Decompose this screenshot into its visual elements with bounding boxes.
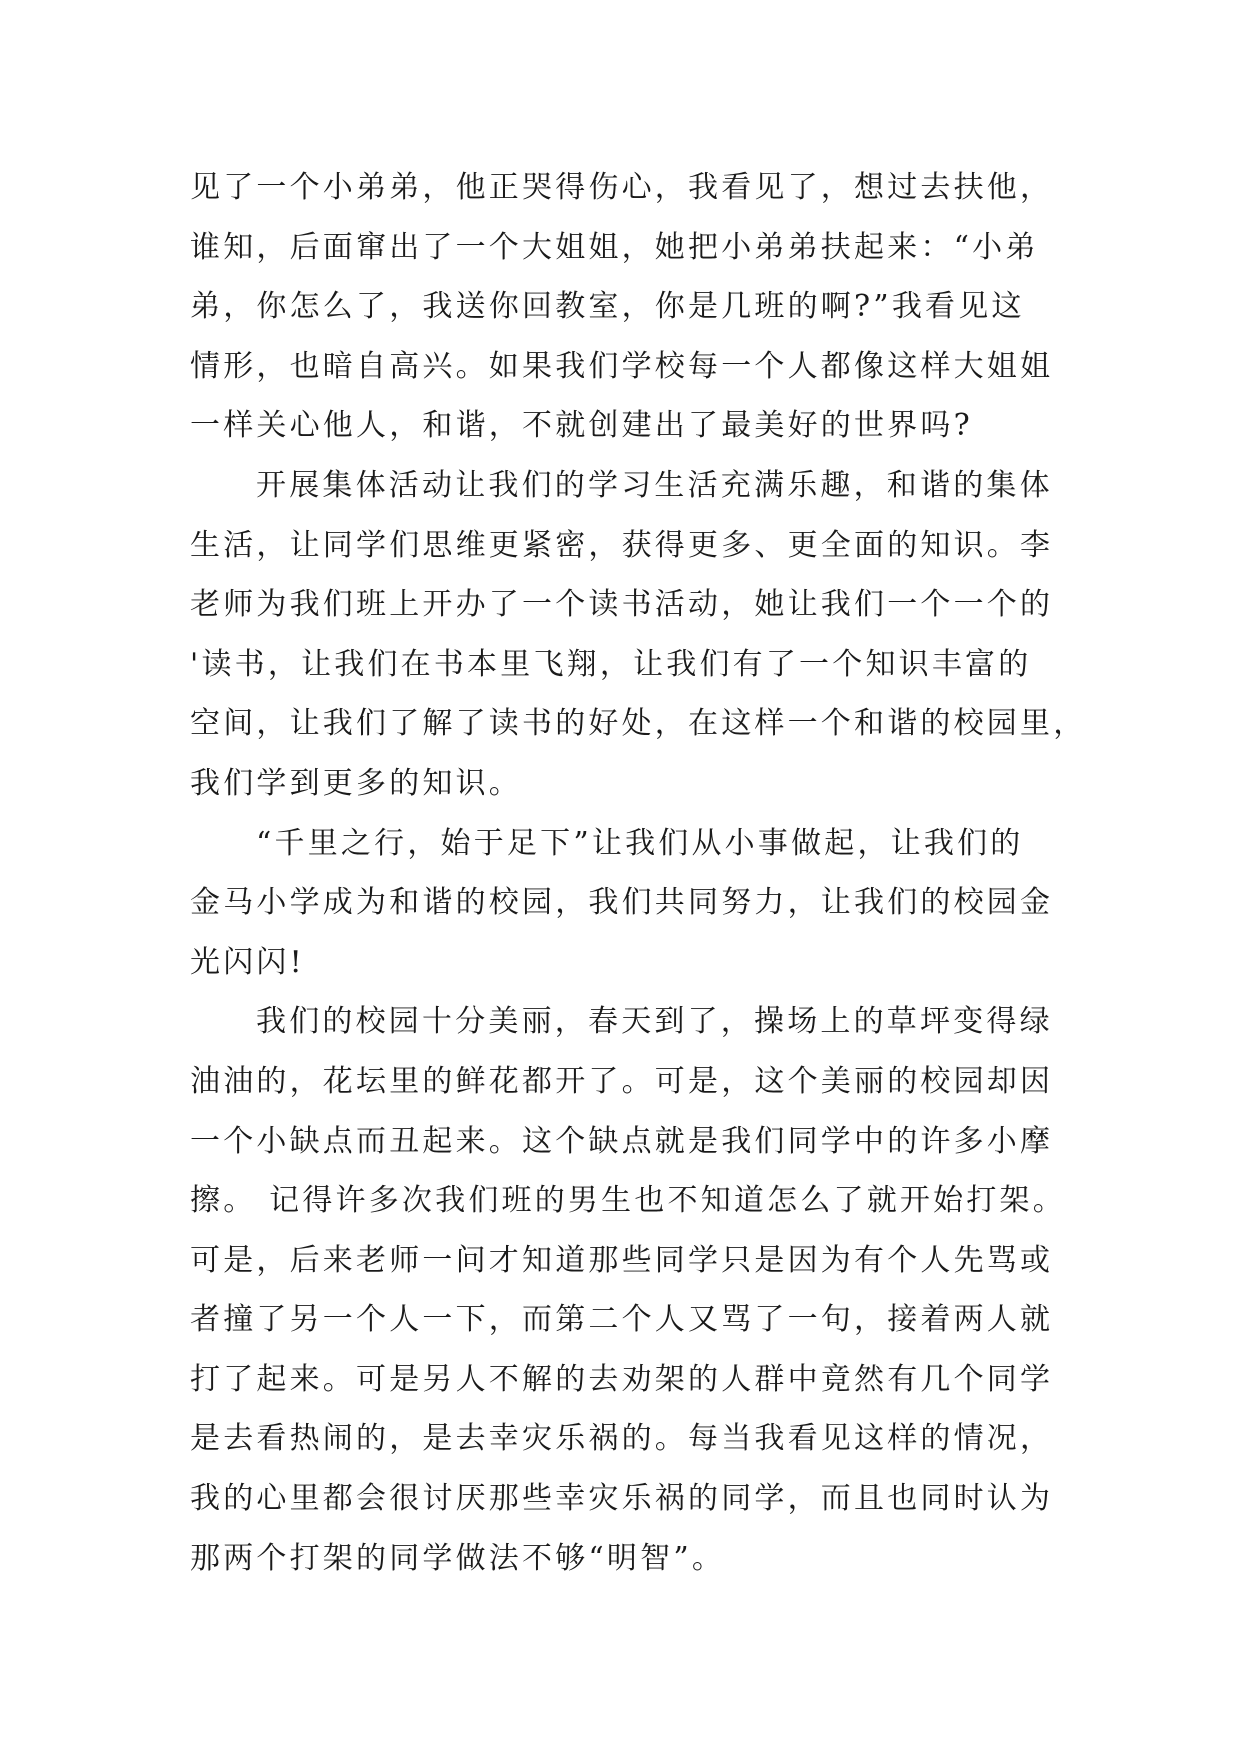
text-line: 我的心里都会很讨厌那些幸灾乐祸的同学，而且也同时认为 <box>190 1481 1054 1517</box>
text-line: 是去看热闹的，是去幸灾乐祸的。每当我看见这样的情况， <box>190 1421 1054 1457</box>
text-line: 打了起来。可是另人不解的去劝架的人群中竟然有几个同学 <box>190 1361 1054 1397</box>
paragraph-first-line: 开展集体活动让我们的学习生活充满乐趣，和谐的集体 <box>256 467 1053 503</box>
text-line: 老师为我们班上开办了一个读书活动，她让我们一个一个的 <box>190 587 1054 623</box>
text-line: 光闪闪! <box>190 944 305 980</box>
text-line: 见了一个小弟弟，他正哭得伤心，我看见了，想过去扶他， <box>190 170 1054 205</box>
text-line: 情形，也暗自高兴。如果我们学校每一个人都像这样大姐姐 <box>190 348 1054 384</box>
text-line: 那两个打架的同学做法不够“明智”。 <box>190 1540 726 1576</box>
text-line: 油油的，花坛里的鲜花都开了。可是，这个美丽的校园却因 <box>190 1063 1054 1099</box>
text-line: 生活，让同学们思维更紧密，获得更多、更全面的知识。李 <box>190 527 1054 563</box>
text-line: 擦。 记得许多次我们班的男生也不知道怎么了就开始打架。 <box>190 1183 1066 1219</box>
text-line: 金马小学成为和谐的校园，我们共同努力，让我们的校园金 <box>190 885 1054 921</box>
text-line: 我们学到更多的知识。 <box>190 765 522 801</box>
paragraph-first-line: 我们的校园十分美丽，春天到了，操场上的草坪变得绿 <box>256 1004 1053 1040</box>
text-line: 一样关心他人，和谐，不就创建出了最美好的世界吗? <box>190 408 973 444</box>
text-line: 谁知，后面窜出了一个大姐姐，她把小弟弟扶起来：“小弟 <box>190 229 1039 265</box>
paragraph-first-line: “千里之行，始于足下”让我们从小事做起，让我们的 <box>256 825 1024 861</box>
text-line: 者撞了另一个人一下，而第二个人又骂了一句，接着两人就 <box>190 1302 1054 1338</box>
document-body <box>190 158 1087 1588</box>
text-line: 弟，你怎么了，我送你回教室，你是几班的啊?”我看见这 <box>190 289 1025 325</box>
text-line: 空间，让我们了解了读书的好处，在这样一个和谐的校园里， <box>190 706 1087 742</box>
text-line: '读书，让我们在书本里飞翔，让我们有了一个知识丰富的 <box>190 646 1032 682</box>
text-line: 一个小缺点而丑起来。这个缺点就是我们同学中的许多小摩 <box>190 1123 1054 1159</box>
text-line: 可是，后来老师一问才知道那些同学只是因为有个人先骂或 <box>190 1242 1054 1278</box>
